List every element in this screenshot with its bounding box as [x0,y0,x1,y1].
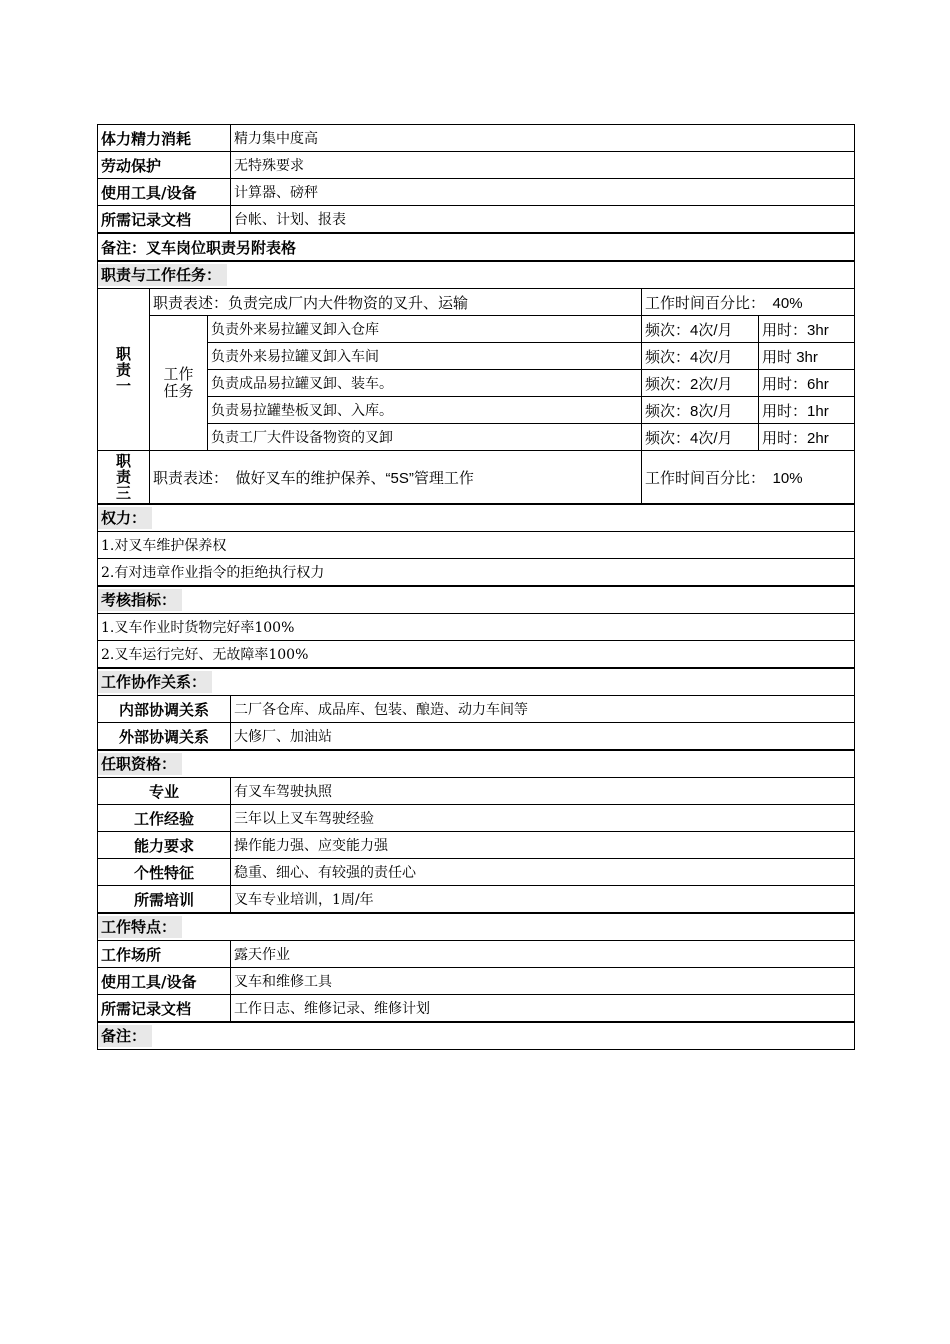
value-experience: 三年以上叉车驾驶经验 [231,805,855,832]
duty1-time-percent: 工作时间百分比： 40% [642,289,855,316]
task-time: 用时：3hr [759,316,855,343]
duty3-label: 职责三 [98,451,150,505]
label-internal: 内部协调关系 [98,696,231,723]
row-qual [98,778,855,805]
task-time: 用时：2hr [759,424,855,451]
row-note-top [98,233,855,261]
row-feature [98,995,855,1023]
note-top: 备注：叉车岗位职责另附表格 [98,233,855,261]
task-freq: 频次：8次/月 [642,397,759,424]
value-ability: 操作能力强、应变能力强 [231,832,855,859]
duty3-time-percent: 工作时间百分比： 10% [642,451,855,505]
value-feature-records: 工作日志、维修记录、维修计划 [231,995,855,1023]
label-training: 所需培训 [98,886,231,914]
row-duties-header [98,261,855,289]
kpi-header: 考核指标： [98,589,182,611]
row-power-header [98,504,855,532]
note-bottom: 备注： [98,1025,152,1047]
task-text: 负责外来易拉罐叉卸入车间 [208,343,642,370]
features-header: 工作特点： [98,916,182,938]
task-text: 负责成品易拉罐叉卸、装车。 [208,370,642,397]
task-time: 用时 3hr [759,343,855,370]
value-external: 大修厂、加油站 [231,723,855,751]
row-feature [98,941,855,968]
task-text: 负责易拉罐垫板叉卸、入库。 [208,397,642,424]
value-energy: 精力集中度高 [231,125,855,152]
task-freq: 频次：4次/月 [642,343,759,370]
qual-header: 任职资格： [98,753,182,775]
row-coop-internal [98,696,855,723]
label-experience: 工作经验 [98,805,231,832]
task-freq: 频次：4次/月 [642,424,759,451]
list-item [98,559,855,587]
task-text: 负责工厂大件设备物资的叉卸 [208,424,642,451]
duty3-description: 职责表述： 做好叉车的维护保养、“5S”管理工作 [150,451,642,505]
list-item [98,532,855,559]
task-freq: 频次：4次/月 [642,316,759,343]
row-kpi-header [98,586,855,614]
duty1-label: 职责一 [98,289,150,451]
label-ability: 能力要求 [98,832,231,859]
label-feature-records: 所需记录文档 [98,995,231,1023]
label-records: 所需记录文档 [98,206,231,234]
row-qual-header [98,750,855,778]
value-major: 有叉车驾驶执照 [231,778,855,805]
power-header: 权力： [98,507,152,529]
task-time: 用时：6hr [759,370,855,397]
label-external: 外部协调关系 [98,723,231,751]
row-qual [98,832,855,859]
row-tools [98,179,855,206]
task-row [98,316,855,343]
power-item: 1.对叉车维护保养权 [98,532,855,559]
job-table [97,124,855,1050]
task-row [98,370,855,397]
label-tools: 使用工具/设备 [98,179,231,206]
task-time: 用时：1hr [759,397,855,424]
row-features-header [98,913,855,941]
label-major: 专业 [98,778,231,805]
value-workplace: 露天作业 [231,941,855,968]
task-freq: 频次：2次/月 [642,370,759,397]
label-personality: 个性特征 [98,859,231,886]
value-tools: 计算器、磅秤 [231,179,855,206]
task-row [98,343,855,370]
list-item [98,641,855,669]
value-training: 叉车专业培训，1周/年 [231,886,855,914]
row-energy [98,125,855,152]
row-coop-header [98,668,855,696]
list-item [98,614,855,641]
row-qual [98,859,855,886]
task-label: 工作任务 [150,316,208,451]
row-feature [98,968,855,995]
row-coop-external [98,723,855,751]
power-item: 2.有对违章作业指令的拒绝执行权力 [98,559,855,587]
row-duty1-desc [98,289,855,316]
coop-header: 工作协作关系： [98,671,212,693]
value-personality: 稳重、细心、有较强的责任心 [231,859,855,886]
duties-header: 职责与工作任务： [98,264,227,286]
value-records: 台帐、计划、报表 [231,206,855,234]
label-workplace: 工作场所 [98,941,231,968]
row-qual [98,886,855,914]
row-protection [98,152,855,179]
kpi-item: 1.叉车作业时货物完好率100% [98,614,855,641]
task-row [98,424,855,451]
row-duty3 [98,451,855,505]
row-records [98,206,855,234]
task-row [98,397,855,424]
label-protection: 劳动保护 [98,152,231,179]
row-note-bottom [98,1022,855,1050]
value-protection: 无特殊要求 [231,152,855,179]
value-feature-tools: 叉车和维修工具 [231,968,855,995]
task-text: 负责外来易拉罐叉卸入仓库 [208,316,642,343]
label-energy: 体力精力消耗 [98,125,231,152]
kpi-item: 2.叉车运行完好、无故障率100% [98,641,855,669]
value-internal: 二厂各仓库、成品库、包装、酿造、动力车间等 [231,696,855,723]
row-qual [98,805,855,832]
duty1-description: 职责表述：负责完成厂内大件物资的叉升、运输 [150,289,642,316]
job-description-sheet [97,124,854,1050]
label-feature-tools: 使用工具/设备 [98,968,231,995]
